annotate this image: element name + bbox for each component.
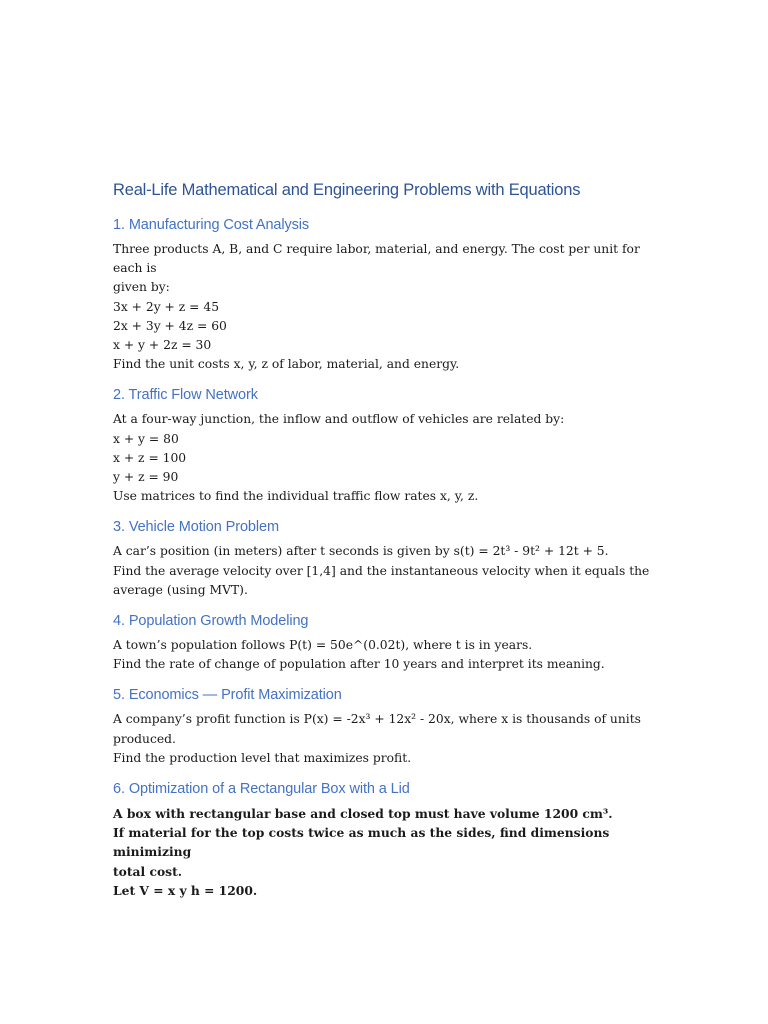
section-box-optimization xyxy=(113,778,658,900)
section-line: If material for the top costs twice as much as the sides, find dimensions minimizing xyxy=(113,825,610,860)
equation-line: x + y = 80 xyxy=(113,431,179,446)
section-heading: 3. Vehicle Motion Problem xyxy=(113,519,279,536)
section-line: Three products A, B, and C require labor, material, and energy. The cost per unit for each is xyxy=(113,242,640,276)
document-page xyxy=(113,178,658,910)
section-line: A company’s profit function is P(x) = -2x³ + 12x² - 20x, where x is thousands of units xyxy=(113,712,641,727)
section-line: given by: xyxy=(113,280,170,295)
section-line: A town’s population follows P(t) = 50e^(0.02t), where t is in years. xyxy=(113,638,533,653)
section-line: Use matrices to find the individual traffic flow rates x, y, z. xyxy=(113,489,479,504)
equation-line: x + y + 2z = 30 xyxy=(113,338,212,353)
section-line: At a four-way junction, the inflow and outflow of vehicles are related by: xyxy=(113,412,565,427)
equation-line: Let V = x y h = 1200. xyxy=(113,882,258,898)
section-line: A box with rectangular base and closed top must have volume 1200 cm³. xyxy=(113,806,613,822)
section-manufacturing-cost xyxy=(113,214,658,374)
section-heading: 1. Manufacturing Cost Analysis xyxy=(113,217,310,233)
section-heading: 4. Population Growth Modeling xyxy=(113,613,309,630)
equation-line: 2x + 3y + 4z = 60 xyxy=(113,318,227,333)
section-traffic-flow xyxy=(113,384,658,506)
section-line: Find the rate of change of population after 10 years and interpret its meaning. xyxy=(113,657,605,672)
section-line: Find the production level that maximizes profit. xyxy=(113,750,412,765)
section-vehicle-motion xyxy=(113,516,658,600)
section-line: A car’s position (in meters) after t seconds is given by s(t) = 2t³ - 9t² + 12t + 5. xyxy=(113,544,609,559)
section-line: Find the unit costs x, y, z of labor, material, and energy. xyxy=(113,357,460,372)
section-line: total cost. xyxy=(113,863,183,879)
section-line: produced. xyxy=(113,731,176,746)
section-line: Find the average velocity over [1,4] and the instantaneous velocity when it equals the xyxy=(113,563,650,578)
section-heading: 2. Traffic Flow Network xyxy=(113,387,258,404)
section-heading: 6. Optimization of a Rectangular Box with a Lid xyxy=(113,781,410,798)
equation-line: y + z = 90 xyxy=(113,470,179,485)
section-heading: 5. Economics — Profit Maximization xyxy=(113,687,342,704)
equation-line: x + z = 100 xyxy=(113,450,187,465)
section-profit-maximization xyxy=(113,684,658,768)
section-population-growth xyxy=(113,610,658,674)
section-line: average (using MVT). xyxy=(113,582,248,597)
equation-line: 3x + 2y + z = 45 xyxy=(113,299,220,314)
document-title: Real-Life Mathematical and Engineering Problems with Equations xyxy=(113,181,581,199)
